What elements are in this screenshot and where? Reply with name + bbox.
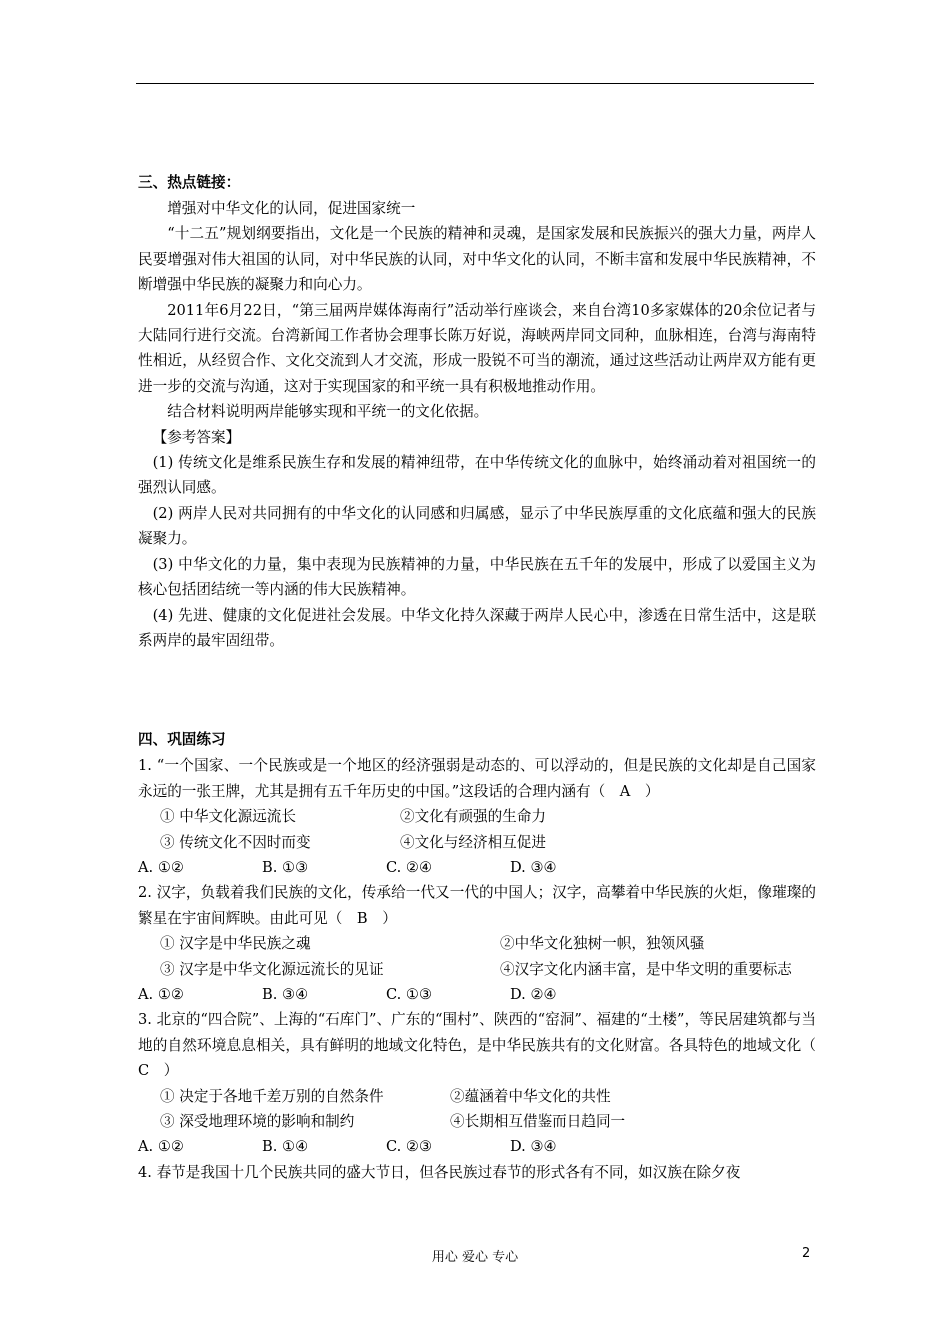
choice-d: D. ③④ — [510, 1138, 557, 1156]
answer-item: (3) 中华文化的力量，集中表现为民族精神的力量，中华民族在五千年的发展中，形成了以爱国主义为核心包括团结统一等内涵的伟大民族精神。 — [138, 555, 816, 599]
option-item: ②蕴涵着中华文化的共性 — [450, 1087, 611, 1105]
choice-c: C. ②③ — [386, 1138, 433, 1156]
choice-b: B. ③④ — [262, 985, 309, 1003]
option-item: ②文化有顽强的生命力 — [400, 808, 546, 826]
question-stem: 2. 汉字，负载着我们民族的文化，传承给一代又一代的中国人；汉字，高攀着中华民族的火炬，像璀璨的繁星在宇宙间辉映。由此可见（ B ） — [138, 884, 816, 927]
choice-d: D. ②④ — [510, 985, 557, 1003]
question-stem: 1. “一个国家、一个民族或是一个地区的经济强弱是动态的、可以浮动的，但是民族的文化却是自己国家永远的一张王牌，尤其是拥有五千年历史的中国。”这段话的合理内涵有（ A ） — [138, 757, 816, 800]
choice-row — [138, 982, 816, 1007]
option-item: ③ 汉字是中华文化源远流长的见证 — [160, 960, 384, 978]
option-item: ④汉字文化内涵丰富，是中华文明的重要标志 — [500, 960, 792, 978]
option-row — [138, 830, 816, 855]
page-footer: 用心 爱心 专心 — [431, 1250, 519, 1265]
choice-a: A. ①② — [138, 1138, 184, 1156]
section-heading-hotspot: 三、热点链接： — [138, 174, 241, 191]
question-stem: 4. 春节是我国十几个民族共同的盛大节日，但各民族过春节的形式各有不同，如汉族在除夕夜 — [138, 1163, 741, 1181]
question-stem: 3. 北京的“四合院”、上海的“石库门”、广东的“围村”、陕西的“窑洞”、福建的“土楼”，等民居建筑都与当地的自然环境息息相关，具有鲜明的地域文化特色，是中华民族共有的文化财富。各具特色的地域文化（ C ） — [138, 1011, 831, 1080]
choice-d: D. ③④ — [510, 858, 557, 876]
option-item: ④文化与经济相互促进 — [400, 833, 546, 851]
option-row — [138, 1109, 816, 1134]
paragraph: 2011年6月22日，“第三届两岸媒体海南行”活动举行座谈会，来自台湾10多家媒体的20余位记者与大陆同行进行交流。台湾新闻工作者协会理事长陈万好说，海峡两岸同文同种，血脉相连，台湾与海南特性相近，从经贸合作、文化交流到人才交流，形成一股锐不可当的潮流，通过这些活动让两岸双方能有更进一步的交流与沟通，这对于实现国家的和平统一具有积极地推动作用。 — [138, 301, 816, 395]
option-item: ③ 深受地理环境的影响和制约 — [160, 1113, 355, 1130]
section-heading-exercise: 四、巩固练习 — [138, 731, 226, 749]
answer-label: 【参考答案】 — [152, 428, 241, 446]
option-item: ① 中华文化源远流长 — [160, 808, 296, 826]
page-number: 2 — [802, 1246, 811, 1261]
choice-a: A. ①② — [138, 858, 184, 876]
option-row — [138, 931, 816, 956]
choice-c: C. ②④ — [386, 858, 433, 876]
choice-c: C. ①③ — [386, 985, 433, 1003]
answer-item: (4) 先进、健康的文化促进社会发展。中华文化持久深藏于两岸人民心中，渗透在日常生活中，这是联系两岸的最牢固纽带。 — [138, 606, 816, 649]
header-rule — [136, 83, 814, 84]
option-row — [138, 1084, 816, 1109]
paragraph: “十二五”规划纲要指出，文化是一个民族的精神和灵魂，是国家发展和民族振兴的强大力量，两岸人民要增强对伟大祖国的认同，对中华民族的认同，对中华文化的认同，不断丰富和发展中华民族精神，不断增强中华民族的凝聚力和向心力。 — [138, 225, 816, 294]
answer-item: (1) 传统文化是维系民族生存和发展的精神纽带，在中华传统文化的血脉中，始终涌动着对祖国统一的强烈认同感。 — [138, 454, 816, 497]
choice-a: A. ①② — [138, 985, 184, 1003]
option-item: ① 汉字是中华民族之魂 — [160, 935, 311, 953]
choice-b: B. ①④ — [262, 1138, 309, 1156]
document-body — [138, 170, 831, 1185]
option-row — [138, 804, 816, 829]
option-item: ③ 传统文化不因时而变 — [160, 833, 311, 851]
choice-row — [138, 1134, 816, 1159]
option-item: ④长期相互借鉴而日趋同一 — [450, 1113, 626, 1130]
option-row — [138, 957, 816, 982]
option-item: ②中华文化独树一帜，独领风骚 — [500, 935, 705, 953]
question-text: 结合材料说明两岸能够实现和平统一的文化依据。 — [167, 403, 489, 421]
choice-b: B. ①③ — [262, 858, 309, 876]
answer-item: (2) 两岸人民对共同拥有的中华文化的认同感和归属感，显示了中华民族厚重的文化底蕴和强大的民族凝聚力。 — [138, 504, 816, 548]
section-title: 增强对中华文化的认同，促进国家统一 — [167, 200, 416, 217]
option-item: ① 决定于各地千差万别的自然条件 — [160, 1087, 384, 1105]
choice-row — [138, 855, 816, 880]
